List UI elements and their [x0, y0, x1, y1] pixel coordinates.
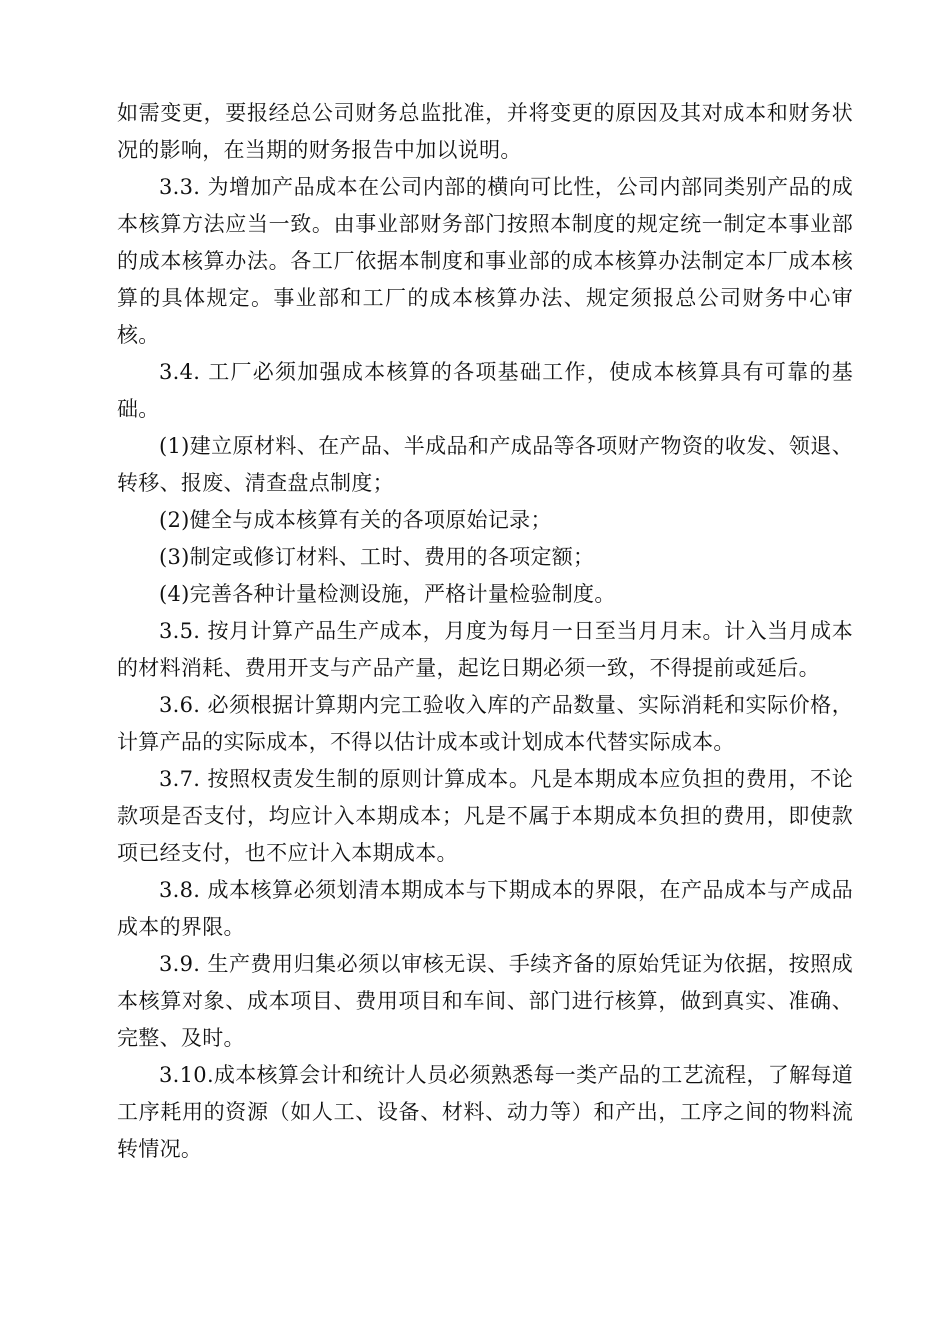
list-item-3-4-2: (2)健全与成本核算有关的各项原始记录；: [159, 508, 552, 532]
paragraph-3-5: 3.5. 按月计算产品生产成本，月度为每月一日至当月月末。计入当月成本的材料消耗、费用开支与产品产量，起讫日期必须一致，不得提前或延后。: [117, 619, 853, 680]
paragraph-3-9: 3.9. 生产费用归集必须以审核无误、手续齐备的原始凭证为依据，按照成本核算对象、成本项目、费用项目和车间、部门进行核算，做到真实、准确、完整、及时。: [117, 952, 853, 1050]
paragraph-3-6: 3.6. 必须根据计算期内完工验收入库的产品数量、实际消耗和实际价格，计算产品的实际成本，不得以估计成本或计划成本代替实际成本。: [117, 693, 853, 754]
paragraph-3-3: 3.3. 为增加产品成本在公司内部的横向可比性，公司内部同类别产品的成本核算方法应当一致。由事业部财务部门按照本制度的规定统一制定本事业部的成本核算办法。各工厂依据本制度和事业部的成本核算办法制定本厂成本核算的具体规定。事业部和工厂的成本核算办法、规定须报总公司财务中心审核。: [117, 175, 853, 347]
paragraph-3-10: 3.10.成本核算会计和统计人员必须熟悉每一类产品的工艺流程，了解每道工序耗用的资源（如人工、设备、材料、动力等）和产出，工序之间的物料流转情况。: [117, 1063, 853, 1161]
document-body: [117, 95, 853, 1168]
paragraph-3-8: 3.8. 成本核算必须划清本期成本与下期成本的界限，在产品成本与产成品成本的界限。: [117, 878, 853, 939]
list-item-3-4-3: (3)制定或修订材料、工时、费用的各项定额；: [159, 545, 595, 569]
paragraph-continuation: 如需变更，要报经总公司财务总监批准，并将变更的原因及其对成本和财务状况的影响，在当期的财务报告中加以说明。: [117, 101, 853, 162]
paragraph-3-4: 3.4. 工厂必须加强成本核算的各项基础工作，使成本核算具有可靠的基础。: [117, 360, 853, 421]
paragraph-3-7: 3.7. 按照权责发生制的原则计算成本。凡是本期成本应负担的费用，不论款项是否支付，均应计入本期成本；凡是不属于本期成本负担的费用，即使款项已经支付，也不应计入本期成本。: [117, 767, 853, 865]
list-item-3-4-4: (4)完善各种计量检测设施，严格计量检验制度。: [159, 582, 616, 606]
list-item-3-4-1: (1)建立原材料、在产品、半成品和产成品等各项财产物资的收发、领退、转移、报废、清查盘点制度；: [117, 434, 853, 495]
